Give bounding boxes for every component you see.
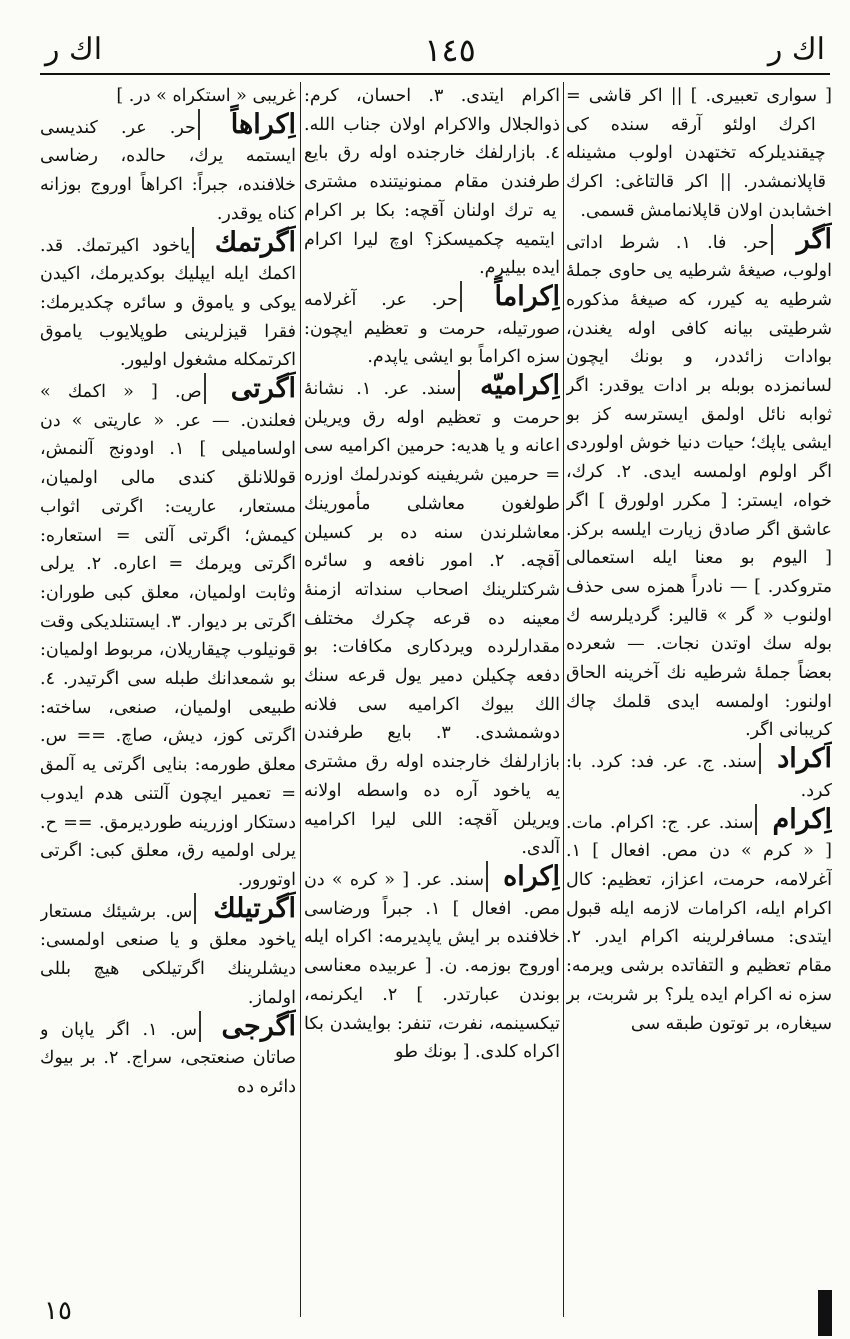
entry-headword: اَگرتیلك <box>194 893 296 924</box>
entry-definition: سند. عر. ج: اکرام. مات. [ « کرم » دن مص. افعال ] ١. آغرلامه، حرمت، اعزاز، تعظیم: کال اکرام ایله، اکرامات لازمه ایله قبول ایتدی: مسافرلرینه اکرام ایدر. ٢. مقام تعظیم و التفاتده برشی ویرمه: سزه نه اکرام ایده یلر؟ بر شربت، بر سیغاره، بر توتون طبقه سی <box>566 812 832 1034</box>
continuation-text <box>304 82 560 283</box>
continuation-text <box>40 82 296 111</box>
text-line: قاشی = اکرك اولئو آرقه سنده كی <box>566 86 816 135</box>
signature-number: ١٥ <box>44 1296 72 1326</box>
text-line: اخشابدن اولان قاپلانمامش <box>634 200 832 221</box>
running-head-left: اك ر <box>45 32 103 67</box>
text-line: خارجنده اوله رق بایع طرفندن <box>304 143 560 193</box>
entry-definition: سند. عر. ١. نشانهٔ حرمت و تعظیم اوله رق ویریلن اعانه و یا هدیه: حرمین اکرامیه سی = حرمین شریفینه کوندرلمك اوزره طولغون معاشلی مأمورینك معاشلرندن سنه ده بر کسیلن آقچه. ٢. امور نافعه و سائره شرکتلرینك اصحاب سنداته ازمنهٔ معینه ده قرعه چکرك مختلف مقدارلرده ویردکاری مکافات: بو دفعه چکیلن دمیر یول قرعه سنك الك بیوك اکرامیه سی فلانه دوشمشدی. ٣. بایع طرفندن بازارلفك خارجنده اوله رق مشتری یه یاخود آره ده واسطه اولانه ویریلن آقچه: اللی لیرا اکرامیه آلدی. <box>304 379 560 859</box>
dictionary-entry <box>304 860 560 1067</box>
binding-edge-mark <box>818 1290 832 1336</box>
text-line: مقام ممنونیتنده مشتری یه ترك <box>304 172 557 221</box>
dictionary-entry <box>566 223 832 746</box>
text-line: ایتمیه چکمیسکز؟ اوچ لیرا اکرام <box>304 229 555 250</box>
text-line: کرم: ذوالجلال والاکرام <box>304 86 560 135</box>
text-line: قاپلانمشدر. || اکر قالتاغی: اکرك <box>566 172 827 193</box>
dictionary-entry <box>40 375 296 895</box>
text-line: غریبی « استکراه » در. ] <box>116 86 296 106</box>
dictionary-entry <box>566 803 832 1039</box>
entry-definition: س. ١. اگر یاپان و صاتان صنعتجی، سراج. ٢. بر بیوك دائره ده <box>40 1019 296 1097</box>
entry-definition: س. برشیئك مستعار یاخود معلق و یا صنعی اولمسی: دیشلرینك اگرتیلکی هیچ بللی اولماز. <box>40 901 296 1008</box>
dictionary-entry <box>304 372 560 863</box>
column-left <box>40 82 296 1322</box>
entry-headword: اِکراماً <box>460 281 560 312</box>
text-line: اولنان آقچه: بکا بر اکرام <box>304 200 496 221</box>
entry-headword: اِکرام <box>755 804 832 835</box>
dictionary-entry <box>40 226 296 376</box>
continuation-text <box>566 82 832 226</box>
entry-definition: سند. عر. [ « کره » دن مص. افعال ] ١. جبراً ورضاسی خلافنده بر ایش یاپدیرمه: اکراه ایله اوروج بوزمه. ن. [ عربیده معناسی بوندن عبارتدر. ] ٢. ایکرنمه، تیکسینمه، نفرت، تنفر: بوایشدن بکا اکراه کلدی. [ بونك طو <box>304 869 560 1063</box>
entry-headword: اَگرتی <box>204 373 296 404</box>
entry-headword: اَگرتمك <box>192 227 296 258</box>
dictionary-entry <box>304 280 560 372</box>
entry-definition: حر. فا. ١. شرط اداتی اولوب، صیغهٔ شرطیه یی حاوی جملهٔ شرطیه یه کیرر، که صیغهٔ مذکوره شرطیتی بیانه کافی اوله یغندن، بوادات زائددر، و بونك ایچون لسانمزده بوبله بر ادات یوقدر: اگر ثوابه نائل اولمق ایسترسه کز بو ایشی یاپك؛ حیات دنیا خوش اولوردی اگر اولوم اولمسه ایدی. ٢. کرك، خواه، ایستر: [ مکرر اولورق ] اگر عاشق اگر صادق زیارت ایلسه برکز. [ الیوم بو معنا ایله استعمالی متروکدر. ] — نادراً همزه سی حذف اولنوب « گر » قالیر: گردیلرسه ك بوله سك اوتدن نجات. — شعرده بعضاً جملهٔ شرطیه نك آخرینه الحاق اولنور: اولمسه ایدی قلمك چاك کریبانی اگر. <box>566 232 832 741</box>
dictionary-entry <box>40 108 296 229</box>
entry-headword: اِکراهاً <box>198 109 296 140</box>
page-number-header: ١٤٥ <box>424 31 476 69</box>
text-line: چیقندیلرکه تختهدن اولوب مشینله <box>566 143 826 164</box>
text-line: اکرام ایتدی. ٣. احسان، <box>338 86 560 106</box>
entry-definition: حر. عر. آغرلامه صورتیله، حرمت و تعظیم ایچون: سزه اکراماً بو ایشی یاپدم. <box>304 289 560 368</box>
column-middle <box>304 82 560 1322</box>
entry-headword: اِکرامیّه <box>458 370 560 401</box>
running-head-right: اك ر <box>767 32 825 67</box>
dictionary-entry <box>40 1010 296 1102</box>
entry-headword: اِکراه <box>486 861 560 892</box>
entry-definition: ص. [ « اکمك » فعلندن. — عر. « عاریتی » دن اولسامیلی ] ١. اودونج آلنمش، قوللانلق کندی مالی اولمیان، مستعار، عاریت: اگرتی اثواب کیمش؛ اگرتی آلتی = استعاره: اگرتی ویرمك = اعاره. ٢. یرلی وثابت اولمیان، معلق کبی طوران: اگرتی بر دیوار. ٣. ایستنلدیکی وقت قونیلوب چیقاریلان، مربوط اولمیان: بو شمعدانك طبله سی اگرتیدر. ٤. طبیعی اولمیان، صنعی، ساخته: اگرتی کوز، دیش، صاچ. == س. معلق طورمه: بنایی اگرتی یه آلمق = تعمیر ایچون آلتنی هدم ایدوب دستکار اوزرینه طوردیرمق. == ح. یرلی اولمیه رق، معلق کبی: اگرتی اوتورور. <box>40 382 296 890</box>
header-rule <box>40 73 830 75</box>
text-line: ایده بیلیرم. <box>479 258 560 279</box>
entry-headword: اَگرجی <box>199 1011 296 1042</box>
page-header <box>40 30 830 70</box>
text-line: اولان جناب الله. ٤. بازارلفك <box>304 114 560 164</box>
entry-definition: حر. عر. کندیسی ایستمه یرك، حالده، رضاسی خلافنده، جبراً: اکراهاً اوروج بوزانه کناه یوقدر. <box>40 117 296 224</box>
text-line: [ سواری تعبیری. ] || اکر <box>631 86 832 106</box>
entry-headword: اَگر <box>771 224 832 255</box>
entry-definition: سند. ج. عر. فد: کرد. با: کرد. <box>566 752 832 801</box>
dictionary-entry <box>566 745 832 805</box>
column-right <box>566 82 832 1322</box>
dictionary-entry <box>40 892 296 1013</box>
entry-headword: اَکراد <box>759 743 832 774</box>
entry-definition: یاخود اکیرتمك. قد. اکمك ایله ایپلیك بوکدیرمك، اکیدن یوکی و یاموق و سائره چکدیرمك: فقرا قیزلرینی طوپلایوب یاموق اکرتمکله مشغول اولیور. <box>40 235 296 371</box>
text-line: قسمی. <box>580 200 635 221</box>
column-divider-left <box>300 82 301 1317</box>
column-divider-right <box>563 82 564 1317</box>
